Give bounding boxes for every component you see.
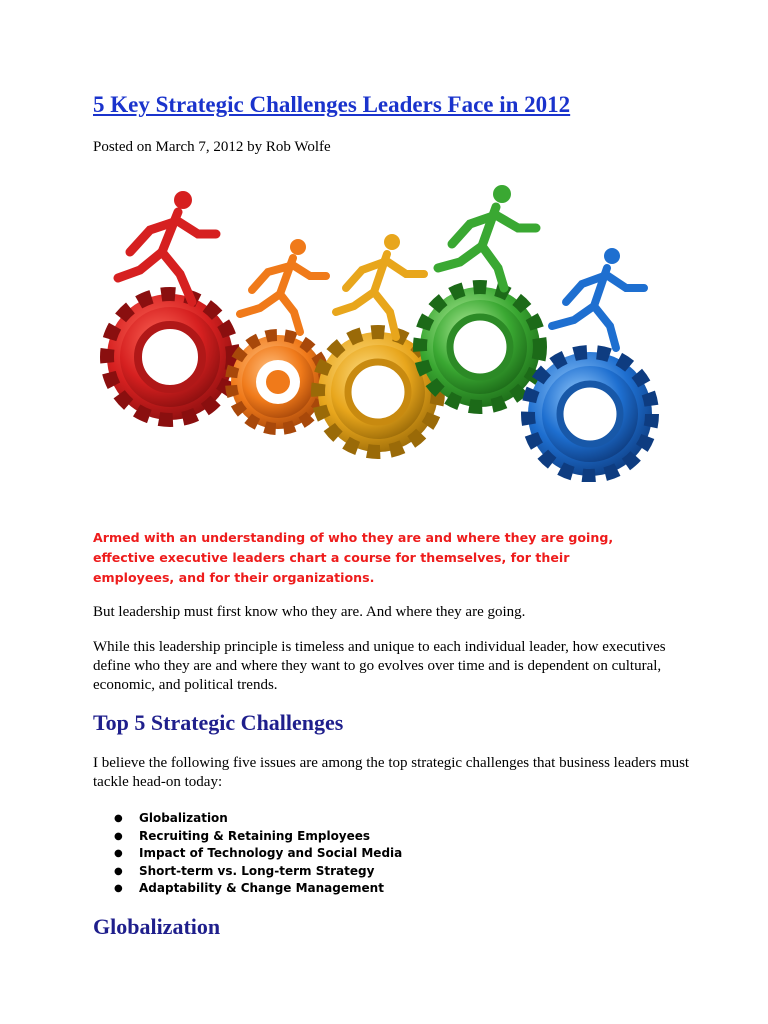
green-runner-icon xyxy=(438,185,536,288)
lede-paragraph: Armed with an understanding of who they are and where they are going, effective executive leaders chart a course for themselves, for their employees, and for their organizations. xyxy=(93,530,614,585)
body-paragraph-2: While this leadership principle is timeless and unique to each individual leader, how executives define who they are and where they want to go evolves over time and is dependent on cultural, economic, and political trends. xyxy=(93,639,666,693)
section-heading-top5: Top 5 Strategic Challenges xyxy=(93,710,344,735)
blue-gear-icon xyxy=(528,352,652,476)
orange-runner-icon xyxy=(240,239,326,332)
list-item: ● Adaptability & Change Management xyxy=(93,880,402,898)
list-item: ● Impact of Technology and Social Media xyxy=(93,845,402,863)
section-heading-globalization: Globalization xyxy=(93,914,221,939)
hero-illustration xyxy=(100,182,665,482)
article-title-link[interactable]: 5 Key Strategic Challenges Leaders Face in 2012 xyxy=(93,92,571,117)
blue-runner-icon xyxy=(552,248,644,348)
challenges-list xyxy=(93,810,402,898)
bullet-icon: ● xyxy=(114,865,123,877)
red-runner-icon xyxy=(118,191,216,302)
green-gear-icon xyxy=(420,287,540,407)
post-meta: Posted on March 7, 2012 by Rob Wolfe xyxy=(93,139,331,155)
list-item: ● Recruiting & Retaining Employees xyxy=(93,828,402,846)
bullet-icon: ● xyxy=(114,813,123,824)
body-paragraph-3: I believe the following five issues are among the top strategic challenges that business leaders must tackle head-on today: xyxy=(93,755,690,790)
list-item: ● Short-term vs. Long-term Strategy xyxy=(93,863,402,881)
bullet-icon: ● xyxy=(114,883,123,894)
red-gear-icon xyxy=(107,294,233,420)
bullet-icon: ● xyxy=(114,830,123,842)
list-item: ● Globalization xyxy=(93,810,402,828)
orange-gear-icon xyxy=(231,335,325,429)
bullet-icon: ● xyxy=(114,848,123,859)
yellow-runner-icon xyxy=(336,234,424,337)
body-paragraph-1: But leadership must first know who they are. And where they are going. xyxy=(93,604,526,620)
